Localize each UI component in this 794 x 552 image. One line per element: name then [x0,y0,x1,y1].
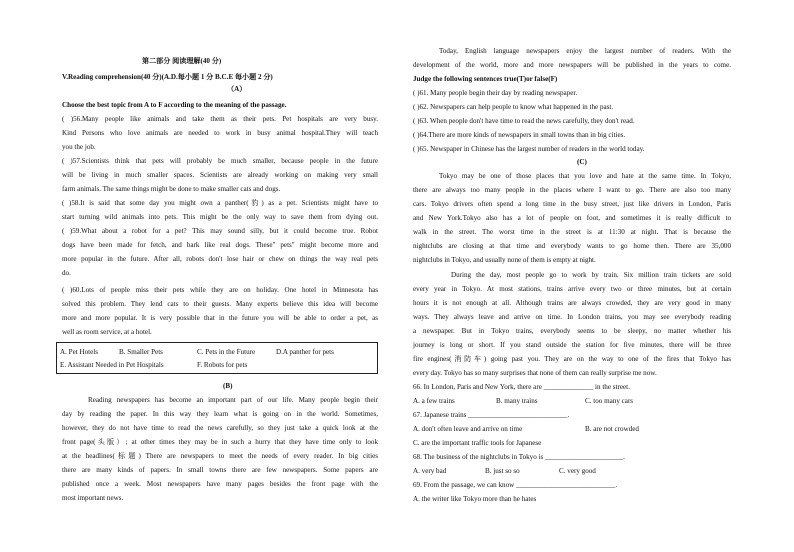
passage-c-line: a newspaper. But in Tokyo trains, everybody seems to be sleepy, no matter whether his [413,327,731,335]
section-title: V.Reading comprehension(40 分)(A.D.每小题 1 分 B.C.E 每小题 2 分) [62,73,273,81]
passage-c-line: every year in Tokyo. At most stations, trains arrive every two or three minutes, but at certain [413,285,731,293]
passage-c-line: ways. They always leave and arrive on time. In London trains, you may see everybody reading [413,313,731,321]
tf-instruction: Judge the following sentences true(T)or false(F) [413,75,558,83]
passage-a-line: ( )59.What about a robot for a pet? This may sound silly, but it could become true. Robot [62,227,378,235]
passage-a-line: start turning wild animals into pets. This might be the only way to save them from dying out. [62,213,378,221]
question-69: 69. From the passage, we can know ____________________________. [413,481,618,489]
passage-c-line: hours it is not enough at all. Although trains are always crowded, they are very good in many [413,299,731,307]
passage-c-line: nightclubs in Tokyo, and usually none of them is empty at night. [413,256,596,264]
passage-b-line: Reading newspapers has become an important part of our life. Many people begin their [88,396,378,404]
passage-c-line: cars. Tokyo drivers often spend a long time in the busy street, just like drivers in London, Paris [413,200,731,208]
q68-option-a: A. very bad [413,467,447,475]
question-66: 66. In London, Paris and New York, there are ______________ in the street. [413,383,630,391]
passage-c-line: there are always too many people in the places where I want to go. There are also too many [413,186,731,194]
passage-a-line: will be living in much smaller spaces. Scientists are already working on making very small [62,171,378,179]
passage-a-line: farm animals. The same things might be done to make smaller cats and dogs. [62,185,281,193]
options-box [56,342,378,374]
passage-a-line: ( )56.Many people like animals and take them as their pets. Pet hospitals are very busy. [62,115,378,123]
passage-b-line: day by reading the paper. In this way they learn what is going on in the world. Sometimes, [62,410,378,418]
passage-a-line: Kind Persons who love animals are needed to work in busy animal hospital.They will teach [62,129,378,137]
passage-a-line: ( )57.Scientists think that pets will probably be much smaller, because people in the future [62,157,378,165]
passage-c-label: (C) [577,158,587,166]
passage-a-line: dogs have been made for fetch, and bark like real dogs. These" pets" might become more and [62,241,378,249]
option-f: F. Robots for pets [197,361,248,369]
q68-option-c: C. very good [559,467,596,475]
passage-b-continuation: Today, English language newspapers enjoy the largest number of readers. With the [439,47,731,55]
passage-c-line: walk in the street. The worst time in the street is at 11:30 at night. That is because the [413,228,731,236]
passage-c-line: fire engines(消防车) going past you. They are on the way to one of the fires that Tokyo has [413,355,731,363]
tf-item: ( )62. Newspapers can help people to know what happened in the past. [413,103,614,111]
passage-c-line: journey is long or short. If you stand outside the station for five minutes, there will be three [413,341,731,349]
passage-b-line: most important news. [62,494,124,502]
passage-c-line: Tokyo may be one of those places that you love and hate at the same time. In Tokyo, [439,172,731,180]
passage-b-continuation: development of the world, more and more newspapers will be published in the years to come. [413,61,731,69]
tf-item: ( )63. When people don't have time to read the news carefully, they don't read. [413,117,635,125]
q68-option-b: B. just so so [485,467,520,475]
passage-b-line: at the headlines(标题) There are newspapers to meet the needs of every reader. In big cities [62,452,378,460]
passage-a-line: you the job. [62,143,96,151]
tf-item: ( )61. Many people begin their day by reading newspaper. [413,89,578,97]
passage-a-line: ( )58.It is said that some day you might own a panther(豹) as a pet. Scientists might have to [62,199,378,207]
q67-option-c: C. are the important traffic tools for Japanese [413,439,542,447]
passage-a-instruction: Choose the best topic from A to F according to the meaning of the passage. [62,101,287,109]
tf-item: ( )65. Newspaper in Chinese has the largest number of readers in the world today. [413,145,645,153]
passage-c-line: nightclubs are closing at that time and everybody wants to go home then. There are 35,000 [413,242,731,250]
passage-a-line: more and more popular. It is very possible that in the future you will be able to order a pet, as [62,314,378,322]
option-c: C. Pets in the Future [197,348,256,356]
passage-b-line: there are many kinds of papers. In small towns there are few newspapers. Some papers are [62,466,378,474]
question-67: 67. Japanese trains ____________________________. [413,411,570,419]
option-e: E. Assistant Needed in Pet Hospitals [60,361,164,369]
q66-option-c: C. too many cars [585,397,634,405]
option-d: D.A panther for pets [276,348,334,356]
passage-b-line: published once a week. Most newspapers have many pages besides the front page with the [62,480,378,488]
q66-option-b: B. many trains [496,397,538,405]
q69-option-a: A. the writer like Tokyo more than he hates [413,495,537,503]
passage-a-label: （A） [227,85,247,93]
passage-c-line: every day. Tokyo has so many surprises that none of them can really surprise me now. [413,369,657,377]
passage-b-line: however, they do not have time to read the news carefully, so they just take a quick look at the [62,424,378,432]
passage-c-line: and New York.Tokyo also has a lot of people on foot, and sometimes it is really difficult to [413,214,731,222]
q66-option-a: A. a few trains [413,397,455,405]
passage-c-line: During the day, most people go to work by train. Six million train tickets are sold [451,271,731,279]
passage-a-line: well as room service, at a hotel. [62,328,152,336]
option-a: A. Pet Hotels [60,348,99,356]
passage-b-line: front page(头版）; at other times they may be in such a hurry that they have time only to look [62,438,378,446]
passage-a-line: do. [62,269,71,277]
passage-a-line: ( )60.Lots of people miss their pets while they are on holiday. One hotel in Minnesota has [62,286,378,294]
question-68: 68. The business of the nightclubs in Tokyo is ______________________. [413,453,625,461]
option-b: B. Smaller Pets [119,348,163,356]
part-title: 第二部分 阅读理解(40 分) [142,57,222,65]
q67-option-b: B. are not crowded [585,425,639,433]
passage-b-label: (B) [223,382,233,390]
tf-item: ( )64.There are more kinds of newspapers in small towns than in big cities. [413,131,626,139]
passage-a-line: solved this problem. They lend cats to their guests. Many experts believe this idea will become [62,300,378,308]
q67-option-a: A. don't often leave and arrive on time [413,425,523,433]
passage-a-line: more popular in the future. After all, robots don't lose hair or chew on things the way real pets [62,255,378,263]
